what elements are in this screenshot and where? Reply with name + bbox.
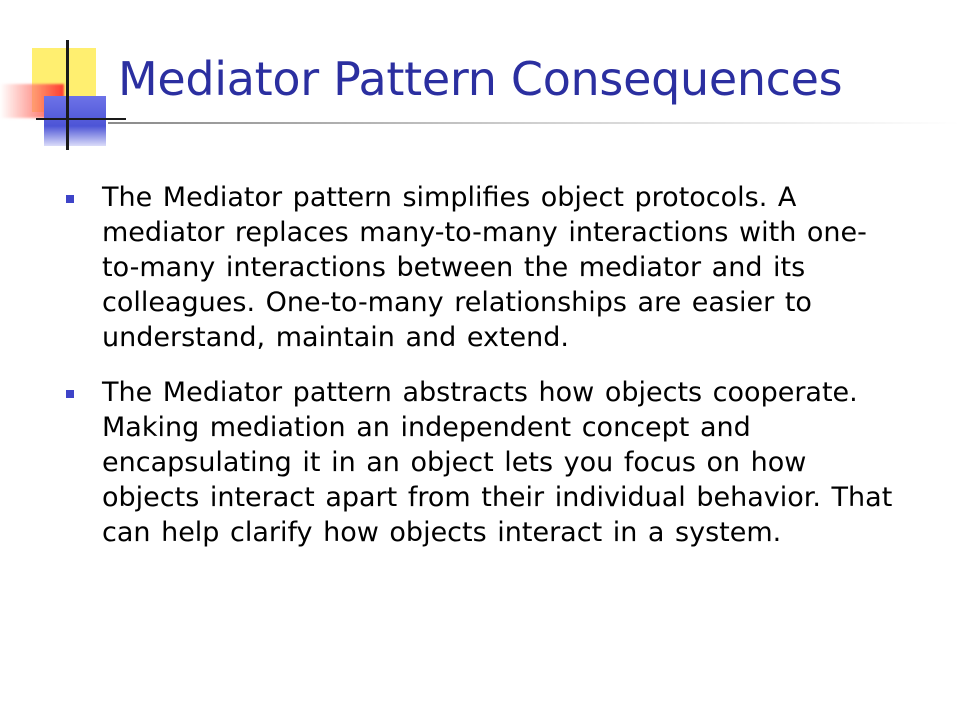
title-underline	[108, 122, 960, 124]
logo-horizontal-line	[36, 118, 126, 120]
slide-title: Mediator Pattern Consequences	[118, 52, 843, 106]
corner-logo-decoration	[0, 0, 130, 160]
bullet-text: The Mediator pattern abstracts how objects cooperate. Making mediation an independent concept and encapsulating it in an object lets you focus on how objects interact apart from their individual behavior. That can help clarify how objects interact in a system.	[102, 377, 893, 548]
bullet-list	[64, 180, 904, 570]
bullet-item	[64, 375, 904, 550]
bullet-text: The Mediator pattern simplifies object protocols. A mediator replaces many-to-many interactions with one-to-many interactions between the mediator and its colleagues. One-to-many relationships are easier to understand, maintain and extend.	[102, 182, 867, 353]
bullet-square-icon	[66, 195, 74, 203]
bullet-item	[64, 180, 904, 355]
logo-vertical-line	[66, 40, 69, 150]
logo-blue-square	[44, 96, 106, 146]
bullet-square-icon	[66, 390, 74, 398]
